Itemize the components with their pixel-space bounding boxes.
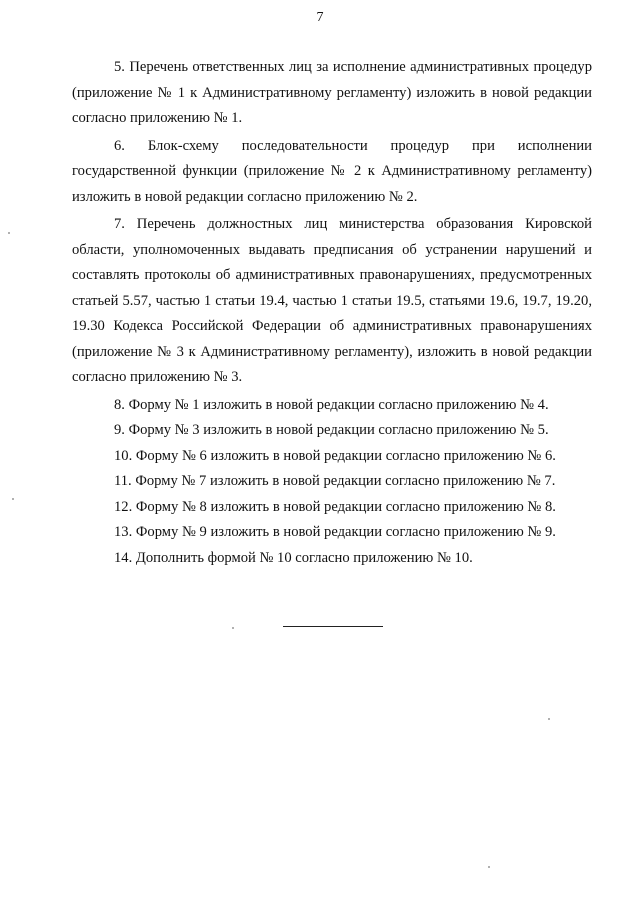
item-8: 8. Форму № 1 изложить в новой редакции согласно приложению № 4. [114, 396, 549, 413]
item-10: 10. Форму № 6 изложить в новой редакции согласно приложению № 6. [114, 447, 556, 464]
paragraph-5: 5. Перечень ответственных лиц за исполнение административных процедур (приложение № 1 к Административному регламенту) изложить в новой редакции согласно приложению № 1. [72, 59, 592, 126]
paragraph-7: 7. Перечень должностных лиц министерства образования Кировской области, уполномоченных выдавать предписания об устранении нарушений и составлять протоколы об административных правонарушениях, предусмотренных статьей 5.57, частью 1 статьи 19.4, частью 1 статьи 19.5, статьями 19.6, 19.7, 19.20, 19.30 Кодекса Российской Федерации об административных правонарушениях (приложение № 3 к Административному регламенту), изложить в новой редакции согласно приложению № 3. [72, 216, 592, 385]
item-12: 12. Форму № 8 изложить в новой редакции согласно приложению № 8. [114, 498, 556, 515]
item-13: 13. Форму № 9 изложить в новой редакции согласно приложению № 9. [114, 524, 556, 540]
item-11: 11. Форму № 7 изложить в новой редакции согласно приложению № 7. [114, 473, 556, 489]
scan-speck [12, 498, 14, 500]
scan-speck [232, 627, 234, 629]
scan-speck [488, 866, 490, 868]
scan-speck [548, 718, 550, 720]
page-number: 7 [316, 10, 324, 25]
document-body [72, 55, 592, 571]
paragraph-6: 6. Блок-схему последовательности процедур при исполнении государственной функции (приложение № 2 к Административному регламенту) изложить в новой редакции согласно приложению № 2. [72, 137, 592, 205]
item-9: 9. Форму № 3 изложить в новой редакции согласно приложению № 5. [114, 422, 549, 438]
item-14: 14. Дополнить формой № 10 согласно приложению № 10. [114, 549, 473, 566]
closing-rule [283, 626, 383, 627]
scan-speck [8, 232, 10, 234]
